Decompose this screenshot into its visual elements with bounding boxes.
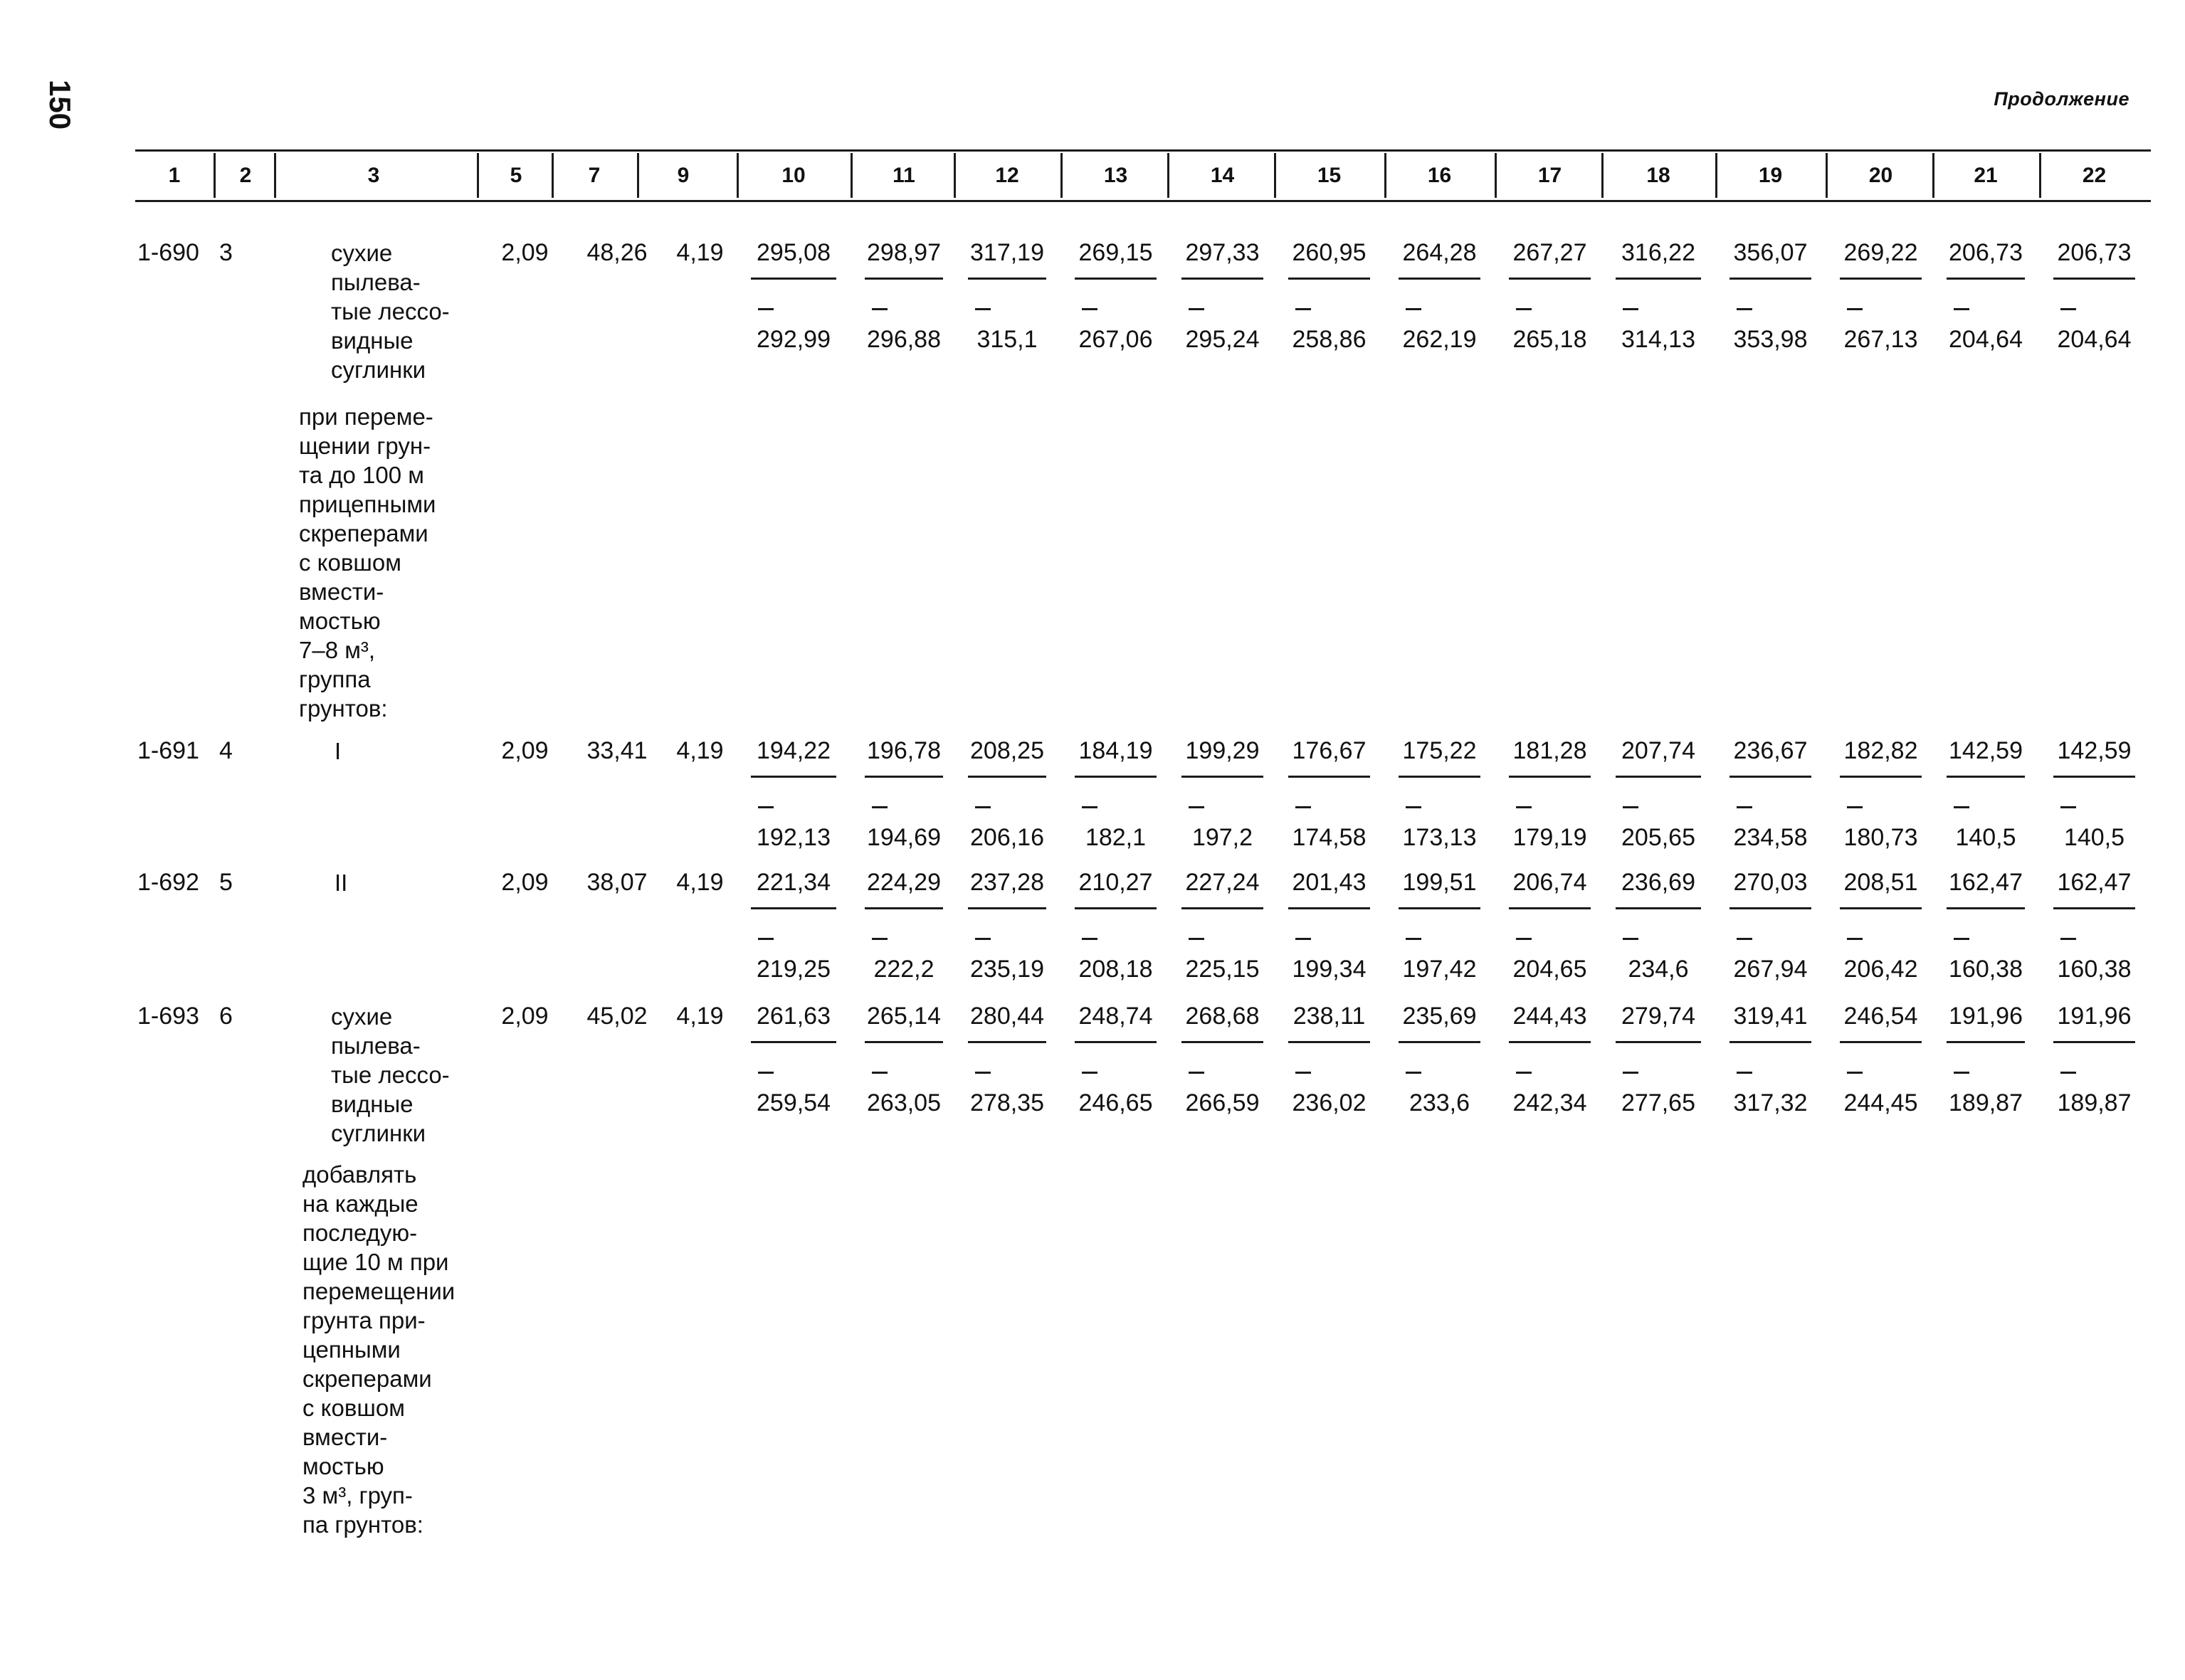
- row-code: 1-690: [137, 239, 199, 266]
- column-header: 13: [1103, 163, 1128, 187]
- fraction-line: [968, 776, 1046, 778]
- column-header: 10: [781, 163, 806, 187]
- fraction-line: [1399, 907, 1480, 909]
- bottom-value: 219,25: [757, 956, 831, 983]
- top-value: 298,97: [867, 239, 941, 266]
- fraction-line: [968, 907, 1046, 909]
- top-value: 176,67: [1292, 737, 1367, 764]
- fraction-line: [1509, 907, 1591, 909]
- bottom-value: 246,65: [1078, 1089, 1153, 1116]
- fraction-line: [2053, 278, 2135, 280]
- top-value: 260,95: [1292, 239, 1367, 266]
- note-transport-100m: при переме- щении грун- та до 100 м прицепными скреперами с ковшом вмести- мостью 7–8 м³, группа грунтов:: [299, 403, 436, 722]
- fraction-line: [751, 278, 836, 280]
- fraction-line: [2053, 776, 2135, 778]
- top-value: 201,43: [1292, 869, 1367, 896]
- top-value: 248,74: [1078, 1003, 1153, 1030]
- fraction-dash: [1082, 806, 1097, 808]
- value-col-7: 45,02: [586, 1003, 648, 1030]
- value-col-9: 4,19: [676, 1003, 724, 1030]
- fraction-dash: [1623, 938, 1638, 940]
- top-value: 268,68: [1185, 1003, 1260, 1030]
- header-divider: [1715, 153, 1717, 198]
- header-divider: [851, 153, 853, 198]
- column-header: 5: [510, 163, 522, 187]
- fraction-dash: [1623, 1072, 1638, 1074]
- top-value: 295,08: [757, 239, 831, 266]
- fraction-dash: [2060, 938, 2076, 940]
- bottom-value: 204,64: [1949, 326, 2023, 353]
- top-value: 162,47: [1949, 869, 2023, 896]
- fraction-line: [1509, 278, 1591, 280]
- fraction-line: [1181, 907, 1263, 909]
- top-value: 208,25: [970, 737, 1044, 764]
- column-header: 14: [1210, 163, 1235, 187]
- fraction-line: [1509, 776, 1591, 778]
- fraction-line: [1399, 1041, 1480, 1043]
- fraction-line: [865, 278, 943, 280]
- row-number: 6: [219, 1003, 233, 1030]
- bottom-value: 208,18: [1078, 956, 1153, 983]
- top-value: 208,51: [1843, 869, 1918, 896]
- bottom-value: 233,6: [1409, 1089, 1470, 1116]
- top-value: 191,96: [1949, 1003, 2023, 1030]
- fraction-line: [1616, 907, 1701, 909]
- fraction-dash: [1954, 1072, 1969, 1074]
- fraction-dash: [1406, 938, 1421, 940]
- bottom-value: 235,19: [970, 956, 1044, 983]
- bottom-value: 234,6: [1628, 956, 1689, 983]
- header-divider: [1826, 153, 1828, 198]
- fraction-dash: [2060, 308, 2076, 310]
- bottom-value: 263,05: [867, 1089, 941, 1116]
- top-value: 238,11: [1292, 1003, 1366, 1030]
- row-description: сухие пылева- тые лессо- видные суглинки: [331, 240, 450, 383]
- row-code: 1-691: [137, 737, 199, 764]
- bottom-value: 295,24: [1185, 326, 1260, 353]
- fraction-line: [865, 1041, 943, 1043]
- fraction-line: [1729, 1041, 1811, 1043]
- top-value: 191,96: [2057, 1003, 2132, 1030]
- column-header: 11: [893, 163, 915, 187]
- row-description: I: [335, 738, 342, 764]
- fraction-line: [1616, 278, 1701, 280]
- fraction-line: [1729, 907, 1811, 909]
- column-header: 22: [2082, 163, 2107, 187]
- fraction-dash: [1406, 1072, 1421, 1074]
- header-divider: [737, 153, 739, 198]
- column-header: 16: [1427, 163, 1452, 187]
- fraction-line: [1288, 278, 1370, 280]
- top-value: 246,54: [1843, 1003, 1918, 1030]
- top-value: 265,14: [867, 1003, 941, 1030]
- fraction-dash: [872, 308, 888, 310]
- fraction-dash: [758, 1072, 774, 1074]
- column-header: 17: [1537, 163, 1562, 187]
- bottom-value: 262,19: [1402, 326, 1477, 353]
- fraction-line: [1947, 278, 2025, 280]
- top-value: 199,51: [1402, 869, 1477, 896]
- bottom-value: 234,58: [1733, 824, 1808, 851]
- fraction-line: [1947, 1041, 2025, 1043]
- header-divider: [1932, 153, 1934, 198]
- fraction-line: [1947, 907, 2025, 909]
- fraction-line: [751, 907, 836, 909]
- bottom-value: 265,18: [1512, 326, 1587, 353]
- top-value: 319,41: [1733, 1003, 1808, 1030]
- fraction-dash: [975, 308, 991, 310]
- bottom-value: 160,38: [2057, 956, 2132, 983]
- bottom-value: 267,94: [1733, 956, 1808, 983]
- bottom-value: 140,5: [1955, 824, 2016, 851]
- header-divider: [274, 153, 276, 198]
- bottom-value: 179,19: [1512, 824, 1587, 851]
- bottom-value: 278,35: [970, 1089, 1044, 1116]
- fraction-dash: [1189, 938, 1204, 940]
- bottom-value: 259,54: [757, 1089, 831, 1116]
- bottom-value: 189,87: [1949, 1089, 2023, 1116]
- bottom-value: 182,1: [1085, 824, 1147, 851]
- bottom-value: 204,64: [2057, 326, 2132, 353]
- fraction-line: [1181, 1041, 1263, 1043]
- fraction-line: [1729, 278, 1811, 280]
- bottom-value: 197,2: [1191, 824, 1253, 851]
- bottom-value: 242,34: [1512, 1089, 1587, 1116]
- top-value: 280,44: [970, 1003, 1044, 1030]
- value-col-7: 38,07: [586, 869, 648, 896]
- top-value: 236,67: [1733, 737, 1808, 764]
- column-header: 21: [1974, 163, 1998, 187]
- column-header: 3: [367, 163, 380, 187]
- top-value: 297,33: [1185, 239, 1260, 266]
- fraction-line: [865, 907, 943, 909]
- top-value: 317,19: [970, 239, 1044, 266]
- bottom-value: 189,87: [2057, 1089, 2132, 1116]
- top-value: 142,59: [2057, 737, 2132, 764]
- bottom-value: 206,16: [970, 824, 1044, 851]
- fraction-dash: [1295, 806, 1311, 808]
- bottom-value: 277,65: [1621, 1089, 1695, 1116]
- row-code: 1-692: [137, 869, 199, 896]
- fraction-dash: [1847, 806, 1863, 808]
- top-value: 244,43: [1512, 1003, 1587, 1030]
- row-description: II: [335, 870, 348, 896]
- value-col-7: 33,41: [586, 737, 648, 764]
- column-header: 18: [1646, 163, 1670, 187]
- top-value: 264,28: [1402, 239, 1477, 266]
- fraction-dash: [1295, 308, 1311, 310]
- top-value: 182,82: [1843, 737, 1918, 764]
- top-value: 142,59: [1949, 737, 2023, 764]
- row-number: 4: [219, 737, 233, 764]
- fraction-dash: [1847, 308, 1863, 310]
- top-value: 196,78: [867, 737, 941, 764]
- fraction-line: [1399, 278, 1480, 280]
- value-col-5: 2,09: [501, 737, 549, 764]
- fraction-line: [865, 776, 943, 778]
- row-number: 3: [219, 239, 233, 266]
- bottom-value: 160,38: [1949, 956, 2023, 983]
- column-header: 12: [995, 163, 1019, 187]
- bottom-value: 267,13: [1843, 326, 1918, 353]
- fraction-dash: [1954, 308, 1969, 310]
- fraction-dash: [1737, 1072, 1752, 1074]
- bottom-value: 174,58: [1292, 824, 1367, 851]
- top-value: 356,07: [1733, 239, 1808, 266]
- bottom-value: 267,06: [1078, 326, 1153, 353]
- fraction-dash: [758, 308, 774, 310]
- header-divider: [1274, 153, 1276, 198]
- fraction-line: [1288, 1041, 1370, 1043]
- header-divider: [1167, 153, 1169, 198]
- fraction-dash: [1847, 1072, 1863, 1074]
- bottom-value: 140,5: [2063, 824, 2125, 851]
- fraction-line: [751, 1041, 836, 1043]
- fraction-line: [1288, 776, 1370, 778]
- header-divider: [1060, 153, 1063, 198]
- fraction-dash: [2060, 806, 2076, 808]
- fraction-dash: [1737, 938, 1752, 940]
- value-col-5: 2,09: [501, 1003, 549, 1030]
- fraction-dash: [975, 938, 991, 940]
- fraction-line: [1840, 278, 1922, 280]
- header-divider: [954, 153, 956, 198]
- top-value: 236,69: [1621, 869, 1695, 896]
- value-col-9: 4,19: [676, 737, 724, 764]
- fraction-line: [1075, 907, 1157, 909]
- fraction-line: [1075, 1041, 1157, 1043]
- top-value: 206,73: [1949, 239, 2023, 266]
- bottom-value: 258,86: [1292, 326, 1367, 353]
- fraction-line: [2053, 1041, 2135, 1043]
- bottom-value: 353,98: [1733, 326, 1808, 353]
- fraction-dash: [1516, 806, 1532, 808]
- fraction-dash: [1189, 308, 1204, 310]
- fraction-line: [751, 776, 836, 778]
- header-divider: [637, 153, 639, 198]
- header-divider: [552, 153, 554, 198]
- bottom-value: 244,45: [1843, 1089, 1918, 1116]
- fraction-dash: [1516, 1072, 1532, 1074]
- fraction-line: [1399, 776, 1480, 778]
- bottom-value: 206,42: [1843, 956, 1918, 983]
- row-number: 5: [219, 869, 233, 896]
- top-value: 270,03: [1733, 869, 1808, 896]
- fraction-line: [968, 278, 1046, 280]
- fraction-line: [1509, 1041, 1591, 1043]
- fraction-dash: [1516, 938, 1532, 940]
- value-col-5: 2,09: [501, 869, 549, 896]
- fraction-dash: [975, 806, 991, 808]
- header-divider: [477, 153, 479, 198]
- top-value: 210,27: [1078, 869, 1153, 896]
- fraction-line: [2053, 907, 2135, 909]
- fraction-line: [968, 1041, 1046, 1043]
- header-divider: [1601, 153, 1604, 198]
- fraction-dash: [1406, 308, 1421, 310]
- bottom-value: 315,1: [976, 326, 1038, 353]
- value-col-9: 4,19: [676, 869, 724, 896]
- bottom-value: 314,13: [1621, 326, 1695, 353]
- continuation-label: Продолжение: [1994, 88, 2129, 110]
- top-value: 269,15: [1078, 239, 1153, 266]
- top-value: 199,29: [1185, 737, 1260, 764]
- header-divider: [2039, 153, 2041, 198]
- row-description: сухие пылева- тые лессо- видные суглинки: [331, 1003, 450, 1146]
- fraction-line: [1729, 776, 1811, 778]
- top-value: 237,28: [970, 869, 1044, 896]
- column-header: 7: [588, 163, 601, 187]
- fraction-line: [1181, 278, 1263, 280]
- fraction-line: [1840, 776, 1922, 778]
- fraction-dash: [1189, 806, 1204, 808]
- bottom-value: 194,69: [867, 824, 941, 851]
- top-value: 279,74: [1621, 1003, 1695, 1030]
- fraction-dash: [1295, 938, 1311, 940]
- fraction-line: [1947, 776, 2025, 778]
- top-value: 224,29: [867, 869, 941, 896]
- fraction-dash: [1954, 938, 1969, 940]
- bottom-value: 173,13: [1402, 824, 1477, 851]
- value-col-7: 48,26: [586, 239, 648, 266]
- top-value: 175,22: [1402, 737, 1477, 764]
- row-code: 1-693: [137, 1003, 199, 1030]
- column-header: 19: [1758, 163, 1783, 187]
- bottom-value: 199,34: [1292, 956, 1367, 983]
- bottom-value: 225,15: [1185, 956, 1260, 983]
- top-value: 206,73: [2057, 239, 2132, 266]
- fraction-dash: [1516, 308, 1532, 310]
- fraction-dash: [1082, 1072, 1097, 1074]
- fraction-dash: [1623, 308, 1638, 310]
- bottom-value: 266,59: [1185, 1089, 1260, 1116]
- value-col-9: 4,19: [676, 239, 724, 266]
- fraction-dash: [872, 938, 888, 940]
- fraction-dash: [1406, 806, 1421, 808]
- value-col-5: 2,09: [501, 239, 549, 266]
- fraction-dash: [758, 938, 774, 940]
- top-value: 261,63: [757, 1003, 831, 1030]
- column-header: 20: [1868, 163, 1893, 187]
- fraction-dash: [1954, 806, 1969, 808]
- fraction-dash: [2060, 1072, 2076, 1074]
- column-header: 9: [677, 163, 690, 187]
- fraction-dash: [758, 806, 774, 808]
- top-value: 206,74: [1512, 869, 1587, 896]
- bottom-value: 197,42: [1402, 956, 1477, 983]
- top-value: 162,47: [2057, 869, 2132, 896]
- fraction-line: [1616, 1041, 1701, 1043]
- header-divider: [1384, 153, 1386, 198]
- top-value: 184,19: [1078, 737, 1153, 764]
- header-divider: [1495, 153, 1497, 198]
- fraction-line: [1840, 907, 1922, 909]
- top-value: 316,22: [1621, 239, 1695, 266]
- top-value: 221,34: [757, 869, 831, 896]
- top-value: 235,69: [1402, 1003, 1477, 1030]
- note-additional-10m: добавлять на каждые последую- щие 10 м при перемещении грунта при- цепными скреперами с ковшом вмести- мостью 3 м³, груп- па грунтов:: [302, 1161, 456, 1538]
- fraction-line: [1288, 907, 1370, 909]
- fraction-line: [1075, 278, 1157, 280]
- top-value: 207,74: [1621, 737, 1695, 764]
- bottom-value: 317,32: [1733, 1089, 1808, 1116]
- column-header: 1: [168, 163, 181, 187]
- top-value: 269,22: [1843, 239, 1918, 266]
- page-number: 150: [43, 80, 77, 130]
- fraction-dash: [1623, 806, 1638, 808]
- fraction-dash: [1082, 308, 1097, 310]
- fraction-line: [1616, 776, 1701, 778]
- fraction-dash: [1737, 308, 1752, 310]
- fraction-dash: [1295, 1072, 1311, 1074]
- top-value: 267,27: [1512, 239, 1587, 266]
- bottom-value: 204,65: [1512, 956, 1587, 983]
- top-value: 227,24: [1185, 869, 1260, 896]
- fraction-dash: [1082, 938, 1097, 940]
- fraction-dash: [1847, 938, 1863, 940]
- bottom-value: 205,65: [1621, 824, 1695, 851]
- fraction-dash: [975, 1072, 991, 1074]
- top-value: 194,22: [757, 737, 831, 764]
- fraction-dash: [872, 806, 888, 808]
- table-header-bottom-rule: [135, 200, 2151, 202]
- column-header: 2: [239, 163, 252, 187]
- bottom-value: 180,73: [1843, 824, 1918, 851]
- fraction-dash: [1737, 806, 1752, 808]
- top-value: 181,28: [1512, 737, 1587, 764]
- fraction-dash: [1189, 1072, 1204, 1074]
- bottom-value: 296,88: [867, 326, 941, 353]
- bottom-value: 292,99: [757, 326, 831, 353]
- bottom-value: 192,13: [757, 824, 831, 851]
- fraction-line: [1181, 776, 1263, 778]
- fraction-dash: [872, 1072, 888, 1074]
- fraction-line: [1075, 776, 1157, 778]
- bottom-value: 236,02: [1292, 1089, 1367, 1116]
- table-top-rule: [135, 149, 2151, 152]
- column-header: 15: [1317, 163, 1342, 187]
- fraction-line: [1840, 1041, 1922, 1043]
- header-divider: [214, 153, 216, 198]
- bottom-value: 222,2: [873, 956, 934, 983]
